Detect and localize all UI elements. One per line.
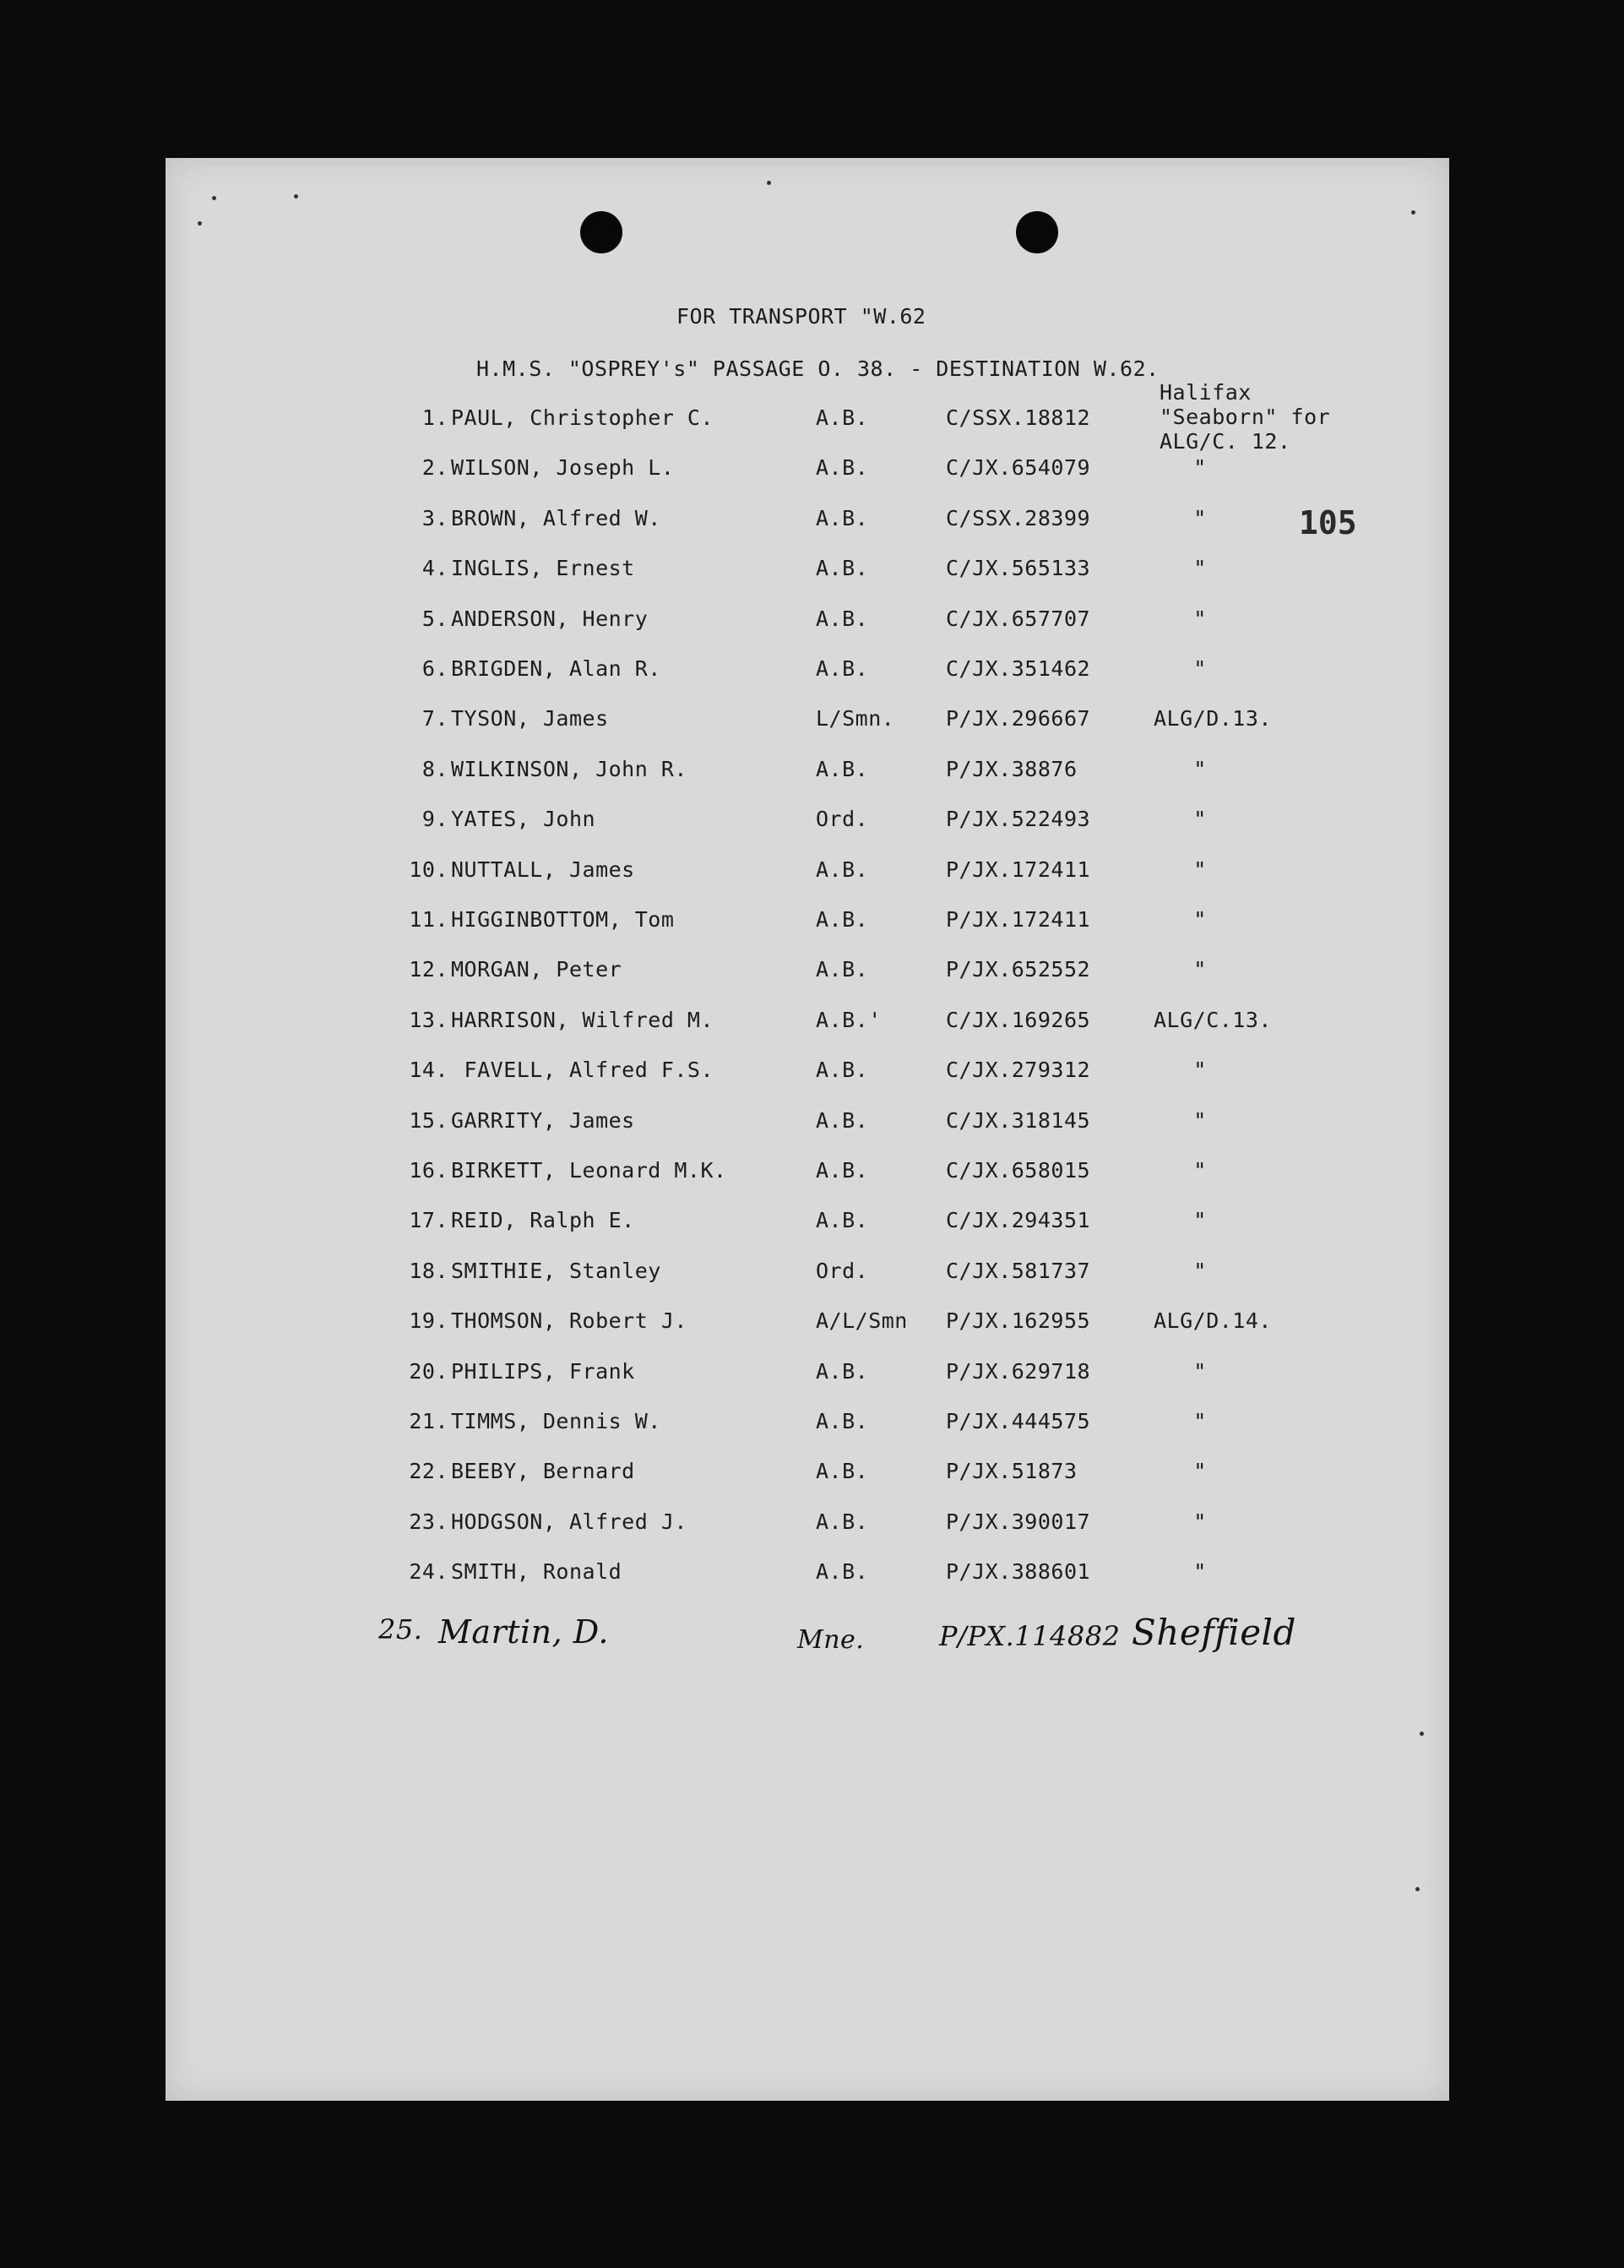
- row-name: YATES, John: [451, 807, 596, 832]
- row-official-number: C/JX.318145: [946, 1107, 1091, 1133]
- row-number: 18.: [409, 1258, 448, 1283]
- row-official-number: P/JX.172411: [946, 907, 1091, 932]
- row-rating: A.B.: [816, 907, 869, 932]
- row-official-number: P/JX.388601: [946, 1559, 1091, 1585]
- row-rating: A.B.: [816, 1158, 869, 1183]
- row-rating: A.B.: [816, 556, 869, 581]
- table-row: [166, 957, 1449, 991]
- row-rating: A.B.: [816, 405, 869, 430]
- row-number: 13.: [409, 1007, 448, 1032]
- row-official-number: P/JX.51873: [946, 1459, 1078, 1484]
- table-row: [166, 1008, 1449, 1042]
- row-rating: A.B.: [816, 505, 869, 530]
- table-row: [166, 907, 1449, 941]
- table-row: [166, 455, 1449, 489]
- row-rating: Ord.: [816, 807, 869, 832]
- row-name: TIMMS, Dennis W.: [451, 1409, 661, 1433]
- row-official-number: C/SSX.18812: [946, 405, 1091, 430]
- row-destination: ALG/C.13.: [1154, 1007, 1272, 1032]
- note-seaborn: "Seaborn" for: [1160, 405, 1331, 429]
- row-name: MORGAN, Peter: [451, 957, 622, 982]
- table-row: [166, 1559, 1449, 1593]
- row-name: PHILIPS, Frank: [451, 1358, 635, 1384]
- row-number: 15.: [409, 1107, 448, 1133]
- row-number: 3.: [421, 505, 448, 530]
- table-row: [166, 1058, 1449, 1091]
- row-destination: ": [1193, 1258, 1207, 1283]
- row-number: 22.: [409, 1459, 448, 1484]
- row-number: 1.: [421, 405, 448, 430]
- table-row: [166, 1208, 1449, 1242]
- row-number: 17.: [409, 1208, 448, 1233]
- row-destination: ": [1193, 807, 1207, 832]
- row-destination: ": [1193, 1358, 1207, 1384]
- row-official-number: C/JX.565133: [946, 556, 1091, 581]
- table-row: [166, 1259, 1449, 1292]
- row-destination: ": [1193, 1208, 1207, 1233]
- row-official-number: P/JX.629718: [946, 1358, 1091, 1384]
- row-number: 2.: [421, 455, 448, 481]
- table-row: [166, 1359, 1449, 1393]
- page-number-stamp: 105: [1299, 504, 1357, 541]
- row-name: HARRISON, Wilfred M.: [451, 1007, 714, 1032]
- row-destination: ": [1193, 1509, 1207, 1534]
- row-official-number: C/JX.169265: [946, 1007, 1091, 1032]
- row-official-number: C/JX.658015: [946, 1158, 1091, 1183]
- row-rating: A.B.: [816, 455, 869, 481]
- row-name: BROWN, Alfred W.: [451, 505, 661, 530]
- row-name: WILKINSON, John R.: [451, 756, 687, 781]
- row-official-number: P/JX.172411: [946, 857, 1091, 882]
- row-number: 4.: [421, 556, 448, 581]
- row-rating: L/Smn.: [816, 706, 895, 732]
- row-name: INGLIS, Ernest: [451, 556, 635, 581]
- row-destination: ": [1193, 1459, 1207, 1484]
- row-destination: ": [1193, 756, 1207, 781]
- table-row: [166, 1158, 1449, 1192]
- row-rating: A.B.: [816, 1509, 869, 1534]
- row-destination: ": [1193, 656, 1207, 681]
- row-rating: A.B.: [816, 606, 869, 631]
- row-destination: ": [1193, 505, 1207, 530]
- row-rating: A.B.': [816, 1007, 882, 1032]
- row-name: BIRKETT, Leonard M.K.: [451, 1158, 727, 1183]
- row-number: 16.: [409, 1158, 448, 1183]
- table-row: [166, 405, 1449, 439]
- row-official-number: C/JX.294351: [946, 1208, 1091, 1233]
- row-number: 20.: [409, 1358, 448, 1384]
- row-name: BRIGDEN, Alan R.: [451, 656, 661, 681]
- hand-destination: Sheffield: [1132, 1612, 1296, 1653]
- row-rating: A.B.: [816, 1208, 869, 1233]
- row-rating: A.B.: [816, 1409, 869, 1433]
- table-row: [166, 1409, 1449, 1443]
- paper-speck: [1420, 1732, 1424, 1736]
- row-number: 14.: [409, 1058, 448, 1083]
- row-number: 23.: [409, 1509, 448, 1534]
- row-number: 8.: [421, 756, 448, 781]
- table-row: [166, 506, 1449, 540]
- row-rating: A.B.: [816, 957, 869, 982]
- row-name: THOMSON, Robert J.: [451, 1308, 687, 1334]
- row-name: PAUL, Christopher C.: [451, 405, 714, 430]
- row-destination: ": [1193, 1107, 1207, 1133]
- row-number: 9.: [421, 807, 448, 832]
- table-row: [166, 807, 1449, 840]
- table-row: [166, 857, 1449, 891]
- hand-name: Martin, D.: [438, 1613, 609, 1651]
- row-official-number: C/JX.654079: [946, 455, 1091, 481]
- row-name: HODGSON, Alfred J.: [451, 1509, 687, 1534]
- table-row: [166, 706, 1449, 740]
- row-name: TYSON, James: [451, 706, 609, 732]
- row-official-number: C/JX.351462: [946, 656, 1091, 681]
- row-rating: A/L/Smn: [816, 1308, 908, 1334]
- document-subtitle: H.M.S. "OSPREY's" PASSAGE O. 38. - DESTINATION W.62.: [476, 356, 1160, 381]
- row-number: 19.: [409, 1308, 448, 1334]
- row-destination: ": [1193, 1058, 1207, 1083]
- row-number: 7.: [421, 706, 448, 732]
- note-alg-c12: ALG/C. 12.: [1160, 429, 1291, 454]
- row-official-number: C/JX.279312: [946, 1058, 1091, 1083]
- paper-speck: [212, 196, 216, 200]
- row-name: BEEBY, Bernard: [451, 1459, 635, 1484]
- row-official-number: P/JX.38876: [946, 756, 1078, 781]
- table-row: [166, 1509, 1449, 1543]
- row-destination: ": [1193, 1409, 1207, 1433]
- row-name: REID, Ralph E.: [451, 1208, 635, 1233]
- row-destination: ": [1193, 957, 1207, 982]
- punch-hole-right: [1016, 211, 1058, 253]
- document-sheet: [166, 158, 1449, 2101]
- row-rating: A.B.: [816, 1058, 869, 1083]
- table-row: [166, 1459, 1449, 1493]
- row-name: SMITHIE, Stanley: [451, 1258, 661, 1283]
- row-name: HIGGINBOTTOM, Tom: [451, 907, 675, 932]
- hand-num: 25.: [378, 1613, 423, 1645]
- punch-hole-left: [580, 211, 622, 253]
- row-rating: A.B.: [816, 1107, 869, 1133]
- row-rating: Ord.: [816, 1258, 869, 1283]
- row-name: WILSON, Joseph L.: [451, 455, 675, 481]
- document-title: FOR TRANSPORT "W.62: [676, 304, 926, 329]
- table-row: [166, 556, 1449, 590]
- table-row: [166, 1108, 1449, 1142]
- row-number: 6.: [421, 656, 448, 681]
- paper-speck: [1415, 1887, 1420, 1891]
- row-official-number: C/SSX.28399: [946, 505, 1091, 530]
- row-destination: ": [1193, 907, 1207, 932]
- row-destination: ": [1193, 1559, 1207, 1585]
- row-destination: ": [1193, 606, 1207, 631]
- row-rating: A.B.: [816, 656, 869, 681]
- paper-speck: [294, 194, 298, 199]
- row-official-number: C/JX.581737: [946, 1258, 1091, 1283]
- row-destination: ": [1193, 556, 1207, 581]
- row-rating: A.B.: [816, 756, 869, 781]
- table-row: [166, 1308, 1449, 1342]
- row-destination: ": [1193, 1158, 1207, 1183]
- paper-speck: [1411, 210, 1415, 215]
- row-name: ANDERSON, Henry: [451, 606, 649, 631]
- row-rating: A.B.: [816, 1358, 869, 1384]
- row-rating: A.B.: [816, 1559, 869, 1585]
- row-name: SMITH, Ronald: [451, 1559, 622, 1585]
- table-row: [166, 757, 1449, 791]
- row-number: 11.: [409, 907, 448, 932]
- table-row: [166, 606, 1449, 640]
- row-destination: ": [1193, 857, 1207, 882]
- row-name: NUTTALL, James: [451, 857, 635, 882]
- row-destination: ": [1193, 455, 1207, 481]
- row-official-number: C/JX.657707: [946, 606, 1091, 631]
- paper-speck: [767, 181, 771, 185]
- row-official-number: P/JX.522493: [946, 807, 1091, 832]
- row-official-number: P/JX.296667: [946, 706, 1091, 732]
- table-row: [166, 656, 1449, 690]
- row-number: 21.: [409, 1409, 448, 1433]
- note-halifax: Halifax: [1160, 380, 1252, 405]
- row-number: 10.: [409, 857, 448, 882]
- row-number: 24.: [409, 1559, 448, 1585]
- handwritten-entry: [166, 1612, 1449, 1655]
- row-official-number: P/JX.652552: [946, 957, 1091, 982]
- row-destination: ALG/D.14.: [1154, 1308, 1272, 1334]
- row-official-number: P/JX.390017: [946, 1509, 1091, 1534]
- row-number: 5.: [421, 606, 448, 631]
- row-official-number: P/JX.162955: [946, 1308, 1091, 1334]
- hand-rating: Mne.: [797, 1625, 865, 1655]
- hand-official-number: P/PX.114882: [939, 1620, 1121, 1652]
- row-name: GARRITY, James: [451, 1107, 635, 1133]
- row-destination: ALG/D.13.: [1154, 706, 1272, 732]
- row-rating: A.B.: [816, 857, 869, 882]
- row-name: FAVELL, Alfred F.S.: [451, 1058, 714, 1083]
- paper-speck: [198, 221, 202, 226]
- row-official-number: P/JX.444575: [946, 1409, 1091, 1433]
- row-number: 12.: [409, 957, 448, 982]
- row-rating: A.B.: [816, 1459, 869, 1484]
